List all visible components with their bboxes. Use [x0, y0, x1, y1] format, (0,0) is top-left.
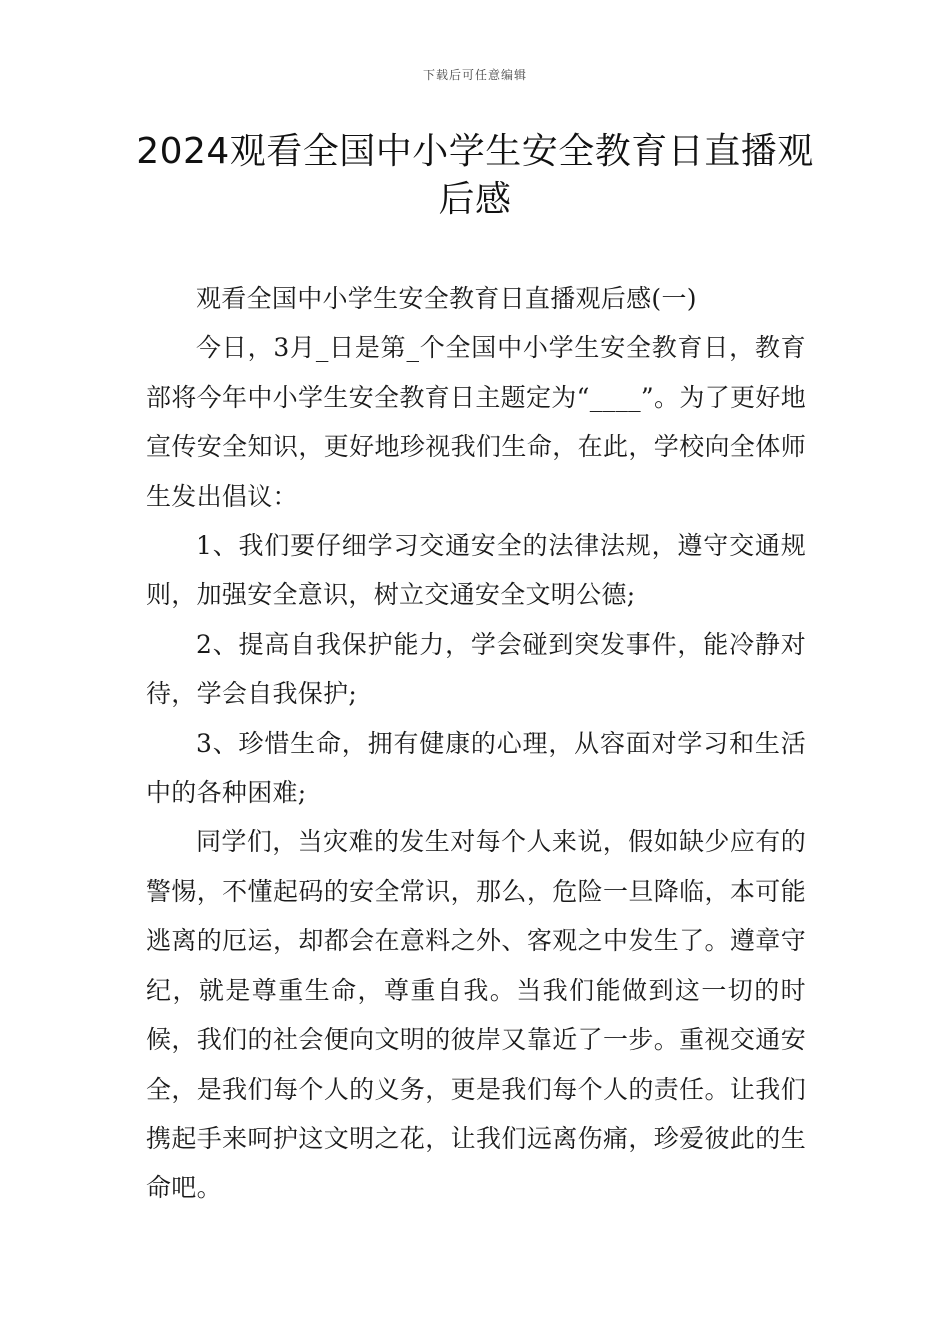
paragraph-intro: 今日，3月_日是第_个全国中小学生安全教育日，教育部将今年中小学生安全教育日主题定为“____”。为了更好地宣传安全知识，更好地珍视我们生命，在此，学校向全体师生发出倡议： [146, 333, 806, 511]
paragraph-item-2: 2、提高自我保护能力，学会碰到突发事件，能冷静对待，学会自我保护; [146, 629, 806, 709]
paragraph-item-1: 1、我们要仔细学习交通安全的法律法规，遵守交通规则，加强安全意识，树立交通安全文明公德; [146, 531, 806, 610]
document-body [146, 274, 806, 1213]
paragraph-subtitle: 观看全国中小学生安全教育日直播观后感(一) [196, 284, 697, 313]
paragraph-item-3: 3、珍惜生命，拥有健康的心理，从容面对学习和生活中的各种困难; [146, 728, 806, 808]
header-note: 下载后可任意编辑 [422, 68, 527, 82]
document-title: 2024观看全国中小学生安全教育日直播观后感 [136, 131, 814, 220]
paragraph-closing: 同学们，当灾难的发生对每个人来说，假如缺少应有的警惕，不懂起码的安全常识，那么，危险一旦降临，本可能逃离的厄运，却都会在意料之外、客观之中发生了。遵章守纪，就是尊重生命，尊重自我。当我们能做到这一切的时候，我们的社会便向文明的彼岸又靠近了一步。重视交通安全，是我们每个人的义务，更是我们每个人的责任。让我们携起手来呵护这文明之花，让我们远离伤痛，珍爱彼此的生命吧。 [146, 827, 806, 1203]
